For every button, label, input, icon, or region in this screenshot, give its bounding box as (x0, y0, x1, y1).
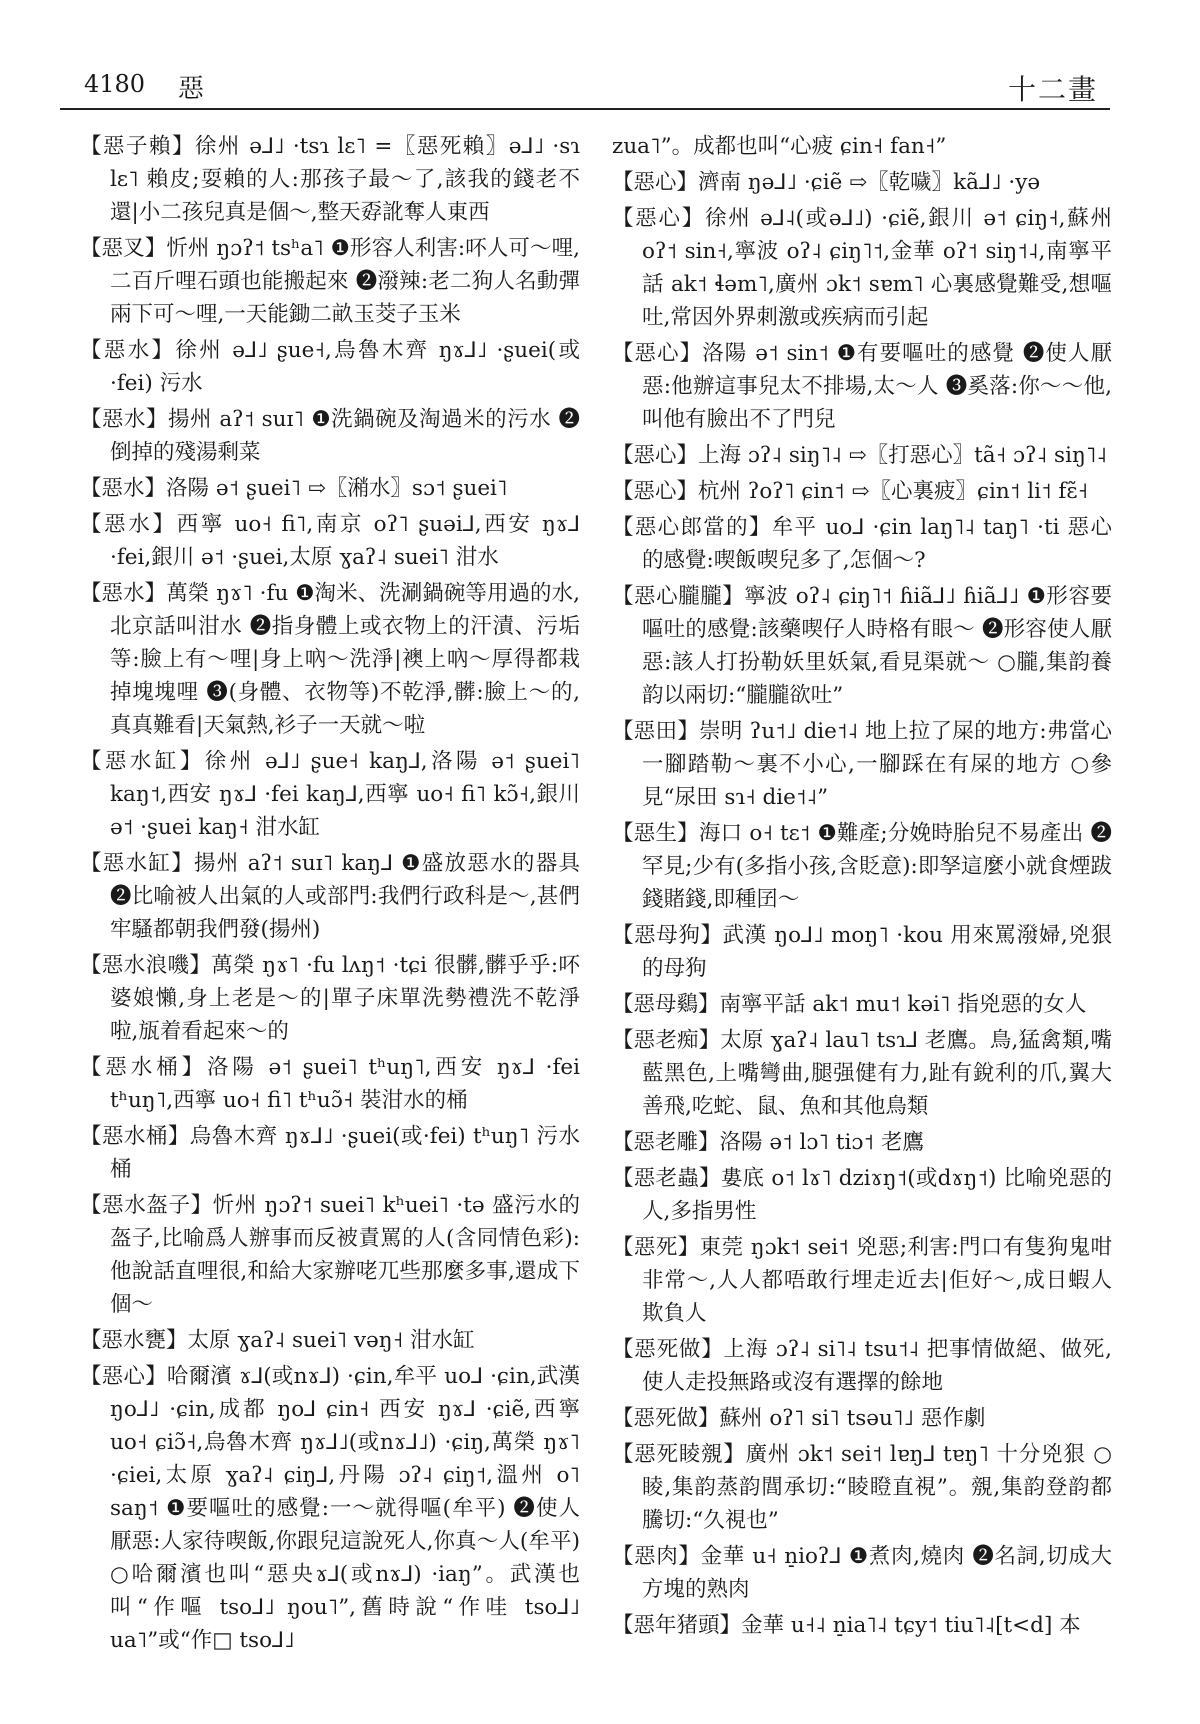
dictionary-entry: 【惡生】海口 o˧ tɛ˦ ❶難產;分娩時胎兒不易產出 ❷罕見;少有(多指小孩,含貶意):即孥這麼小就食煙跋錢賭錢,即種囝～ (612, 821, 1112, 912)
dictionary-entry: 【惡水】洛陽 ə˦ ʂuei˥ ⇨〖潲水〗sɔ˦ ʂuei˥ (80, 476, 508, 501)
dictionary-entry: 【惡水缸】徐州 ə⅃˩ ʂue˧ kaŋ⅃,洛陽 ə˦ ʂuei˥ kaŋ˦,西安 ŋɤ⅃ ·fei kaŋ⅃,西寧 uo˧ fi˥ kɔ̃˧,銀川 ə˦ ·ʂuei kaŋ˧ 泔水缸 (80, 749, 580, 840)
dictionary-entry: 【惡水桶】洛陽 ə˦ ʂuei˥ tʰuŋ˥,西安 ŋɤ⅃ ·fei tʰuŋ˥,西寧 uo˧ fi˥ tʰuɔ̃˧ 裝泔水的桶 (80, 1055, 580, 1113)
dictionary-entry: 【惡叉】忻州 ŋɔʔ˦ tsʰa˥ ❶形容人利害:吥人可～哩,二百斤哩石頭也能搬起來 ❷潑辣:老二狗人名動彈兩下可～哩,一天能鋤二畝玉茭子玉米 (80, 236, 580, 327)
dictionary-entry: 【惡水】徐州 ə⅃˩ ʂue˧,烏魯木齊 ŋɤ⅃˩ ·ʂuei(或·fei) 污水 (80, 338, 580, 396)
dictionary-entry-continued: zua˥”。成都也叫“心疲 ɕin˧ fan˧” (612, 134, 947, 159)
dictionary-entry: 【惡水】揚州 aʔ˦ suɪ˥ ❶洗鍋碗及淘過米的污水 ❷倒掉的殘湯剩菜 (80, 407, 580, 465)
dictionary-entry: 【惡死睖覫】廣州 ɔk˦ sei˦ lɐŋ⅃ tɐŋ˥ 十分兇狠 ○睖,集韵蒸韵閭承切:“睖瞪直視”。覫,集韵登韵都騰切:“久視也” (612, 1442, 1112, 1533)
dictionary-entry: 【惡田】崇明 ʔu˦˩ die˦˨ 地上拉了屎的地方:弗當心一腳踏勒～裏不小心,一腳踩在有屎的地方 ○參見“尿田 sɿ˧ die˦˨” (612, 719, 1112, 810)
dictionary-entry: 【惡死做】蘇州 oʔ˥ si˥ tsəu˥˩ 惡作劇 (612, 1406, 986, 1431)
dictionary-entry: 【惡心】上海 ɔʔ˨ siŋ˥˨ ⇨〖打惡心〗tã˧ ɔʔ˨ siŋ˥˨ (612, 443, 1108, 468)
dictionary-entry: 【惡死做】上海 ɔʔ˨ si˥˨ tsu˦˨ 把事情做絕、做死,使人走投無路或沒有選擇的餘地 (612, 1337, 1112, 1395)
dictionary-entry: 【惡心朧朧】寧波 oʔ˨ ɕiŋ˥˦ ɦiã⅃˩ ɦiã⅃˩ ❶形容要嘔吐的感覺:該藥喫仔人時格有眼～ ❷形容使人厭惡:該人打扮勒妖里妖氣,看見渠就～ ○朧,集韵養韵以兩切:“朧朧欲吐” (612, 584, 1112, 708)
dictionary-entry: 【惡水】萬榮 ŋɤ˥ ·fu ❶淘米、洗涮鍋碗等用過的水,北京話叫泔水 ❷指身體上或衣物上的汗漬、污垢等:臉上有～哩|身上吶～洗淨|襖上吶～厚得都栽掉塊塊哩 ❸(身體、衣物等)不乾淨,髒:臉上～的,真真難看|天氣熱,衫子一天就～啦 (80, 581, 580, 738)
dictionary-entry: 【惡心】杭州 ʔoʔ˥ ɕin˦ ⇨〖心裏疲〗ɕin˦ li˦ fɛ̃˧ (612, 479, 1089, 504)
left-column (80, 130, 580, 1705)
dictionary-entry: 【惡母狗】武漢 ŋo⅃˩ moŋ˥ ·kou 用來罵潑婦,兇狠的母狗 (612, 923, 1112, 981)
dictionary-entry: 【惡水桶】烏魯木齊 ŋɤ⅃˩ ·ʂuei(或·fei) tʰuŋ˥ 污水桶 (80, 1124, 580, 1182)
dictionary-entry: 【惡老雕】洛陽 ə˦ lɔ˥ tiɔ˦ 老鷹 (612, 1130, 924, 1155)
dictionary-entry: 【惡死】東莞 ŋɔk˦ sei˦ 兇惡;利害:門口有隻狗鬼咁非常～,人人都唔敢行埋走近去|佢好～,成日蝦人欺負人 (612, 1235, 1112, 1326)
page-header (60, 68, 1110, 110)
dictionary-entry: 【惡水甕】太原 ɣaʔ˨ suei˥ vəŋ˧ 泔水缸 (80, 1328, 475, 1353)
dictionary-entry: 【惡心】濟南 ŋə⅃˩ ·ɕiẽ ⇨〖乾噦〗kã⅃˩ ·yə (612, 170, 1041, 195)
page-number: 4180 (84, 70, 146, 98)
right-column (612, 130, 1112, 1705)
dictionary-entry: 【惡水浪嘰】萬榮 ŋɤ˥ ·fu lʌŋ˦ ·tɕi 很髒,髒乎乎:吥婆娘懶,身上老是～的|單子床單洗勢禮洗不乾淨啦,瓬着看起來～的 (80, 953, 580, 1044)
page-head-character: 惡 (178, 74, 205, 104)
dictionary-entry: 【惡母鷄】南寧平話 ak˦ mu˦ kəi˥ 指兇惡的女人 (612, 992, 1087, 1017)
section-label: 十二畫 (1007, 73, 1098, 106)
dictionary-entry: 【惡水缸】揚州 aʔ˦ suɪ˥ kaŋ⅃ ❶盛放惡水的器具 ❷比喻被人出氣的人或部門:我們行政科是～,甚們牢騷都朝我們發(揚州) (80, 851, 580, 942)
dictionary-entry: 【惡心郎當的】牟平 uo⅃ ·ɕin laŋ˥˨ taŋ˥ ·ti 惡心的感覺:喫飯喫兒多了,怎個～? (612, 515, 1112, 573)
dictionary-entry: 【惡心】洛陽 ə˦ sin˦ ❶有要嘔吐的感覺 ❷使人厭惡:他辦這事兒太不排場,太～人 ❸奚落:你～～他,叫他有臉出不了門兒 (612, 341, 1112, 432)
dictionary-entry: 【惡水盔子】忻州 ŋɔʔ˦ suei˥ kʰuei˥ ·tə 盛污水的盔子,比喻爲人辦事而反被責罵的人(含同情色彩):他說話直哩很,和給大家辦咾兀些那麼多事,還成下個～ (80, 1193, 580, 1317)
dictionary-entry: 【惡水】西寧 uo˧ fi˥,南京 oʔ˥ ʂuəi⅃,西安 ŋɤ⅃ ·fei,銀川 ə˦ ·ʂuei,太原 ɣaʔ˨ suei˥ 泔水 (80, 512, 580, 570)
dictionary-entry: 【惡心】哈爾濱 ɤ⅃(或nɤ⅃) ·ɕin,牟平 uo⅃ ·ɕin,武漢 ŋo⅃˩ ·ɕin,成都 ŋo⅃ ɕin˧ 西安 ŋɤ⅃ ·ɕiẽ,西寧 uo˧ ɕiɔ̃˧,烏魯木齊 ŋɤ⅃˩(或nɤ⅃˩) ·ɕiŋ,萬榮 ŋɤ˥ ·ɕiei,太原 ɣaʔ˨ ɕiŋ⅃,丹陽 ɔʔ˨ ɕiŋ˦,溫州 o˥ saŋ˦ ❶要嘔吐的感覺:一～就得嘔(牟平) ❷使人厭惡:人家待喫飯,你跟兒這說死人,你真～人(牟平) ○哈爾濱也叫“惡央ɤ⅃(或nɤ⅃) ·iaŋ”。武漢也叫“作嘔 tso⅃˩ ŋou˥”,舊時說“作哇 tso⅃˩ ua˥”或“作□ tso⅃˩ (80, 1364, 580, 1653)
dictionary-entry: 【惡老蟲】婁底 o˦ lɤ˥ dziɤŋ˦(或dɤŋ˦) 比喻兇惡的人,多指男性 (612, 1166, 1112, 1224)
dictionary-entry: 【惡子賴】徐州 ə⅃˩ ·tsɿ lɛ˥ =〖惡死賴〗ə⅃˩ ·sɿ lɛ˥ 賴皮;耍賴的人:那孩子最～了,該我的錢老不還|小二孩兒真是個～,整天孬訛奪人東西 (80, 134, 580, 225)
dictionary-entry: 【惡肉】金華 u˧ n̠ioʔ⅃ ❶煮肉,燒肉 ❷名詞,切成大方塊的熟肉 (612, 1544, 1112, 1602)
dictionary-entry: 【惡心】徐州 ə⅃˨(或ə⅃˩) ·ɕiẽ,銀川 ə˦ ɕiŋ˧,蘇州 oʔ˦ sin˧,寧波 oʔ˨ ɕiŋ˥˦,金華 oʔ˦ siŋ˦˨,南寧平話 ak˦ ɬəm˥,廣州 ɔk˦ sɐm˥ 心裏感覺難受,想嘔吐,常因外界刺激或疾病而引起 (612, 206, 1112, 330)
dictionary-entry: 【惡年猪頭】金華 u˧˨ n̠ia˥˨ tɕy˦ tiu˥˨[t<d] 本 (612, 1613, 1081, 1638)
dictionary-entry: 【惡老痴】太原 ɣaʔ˨ lau˥ tsɿ⅃ 老鷹。鳥,猛禽類,嘴藍黑色,上嘴彎曲,腿强健有力,趾有銳利的爪,翼大善飛,吃蛇、鼠、魚和其他鳥類 (612, 1028, 1112, 1119)
